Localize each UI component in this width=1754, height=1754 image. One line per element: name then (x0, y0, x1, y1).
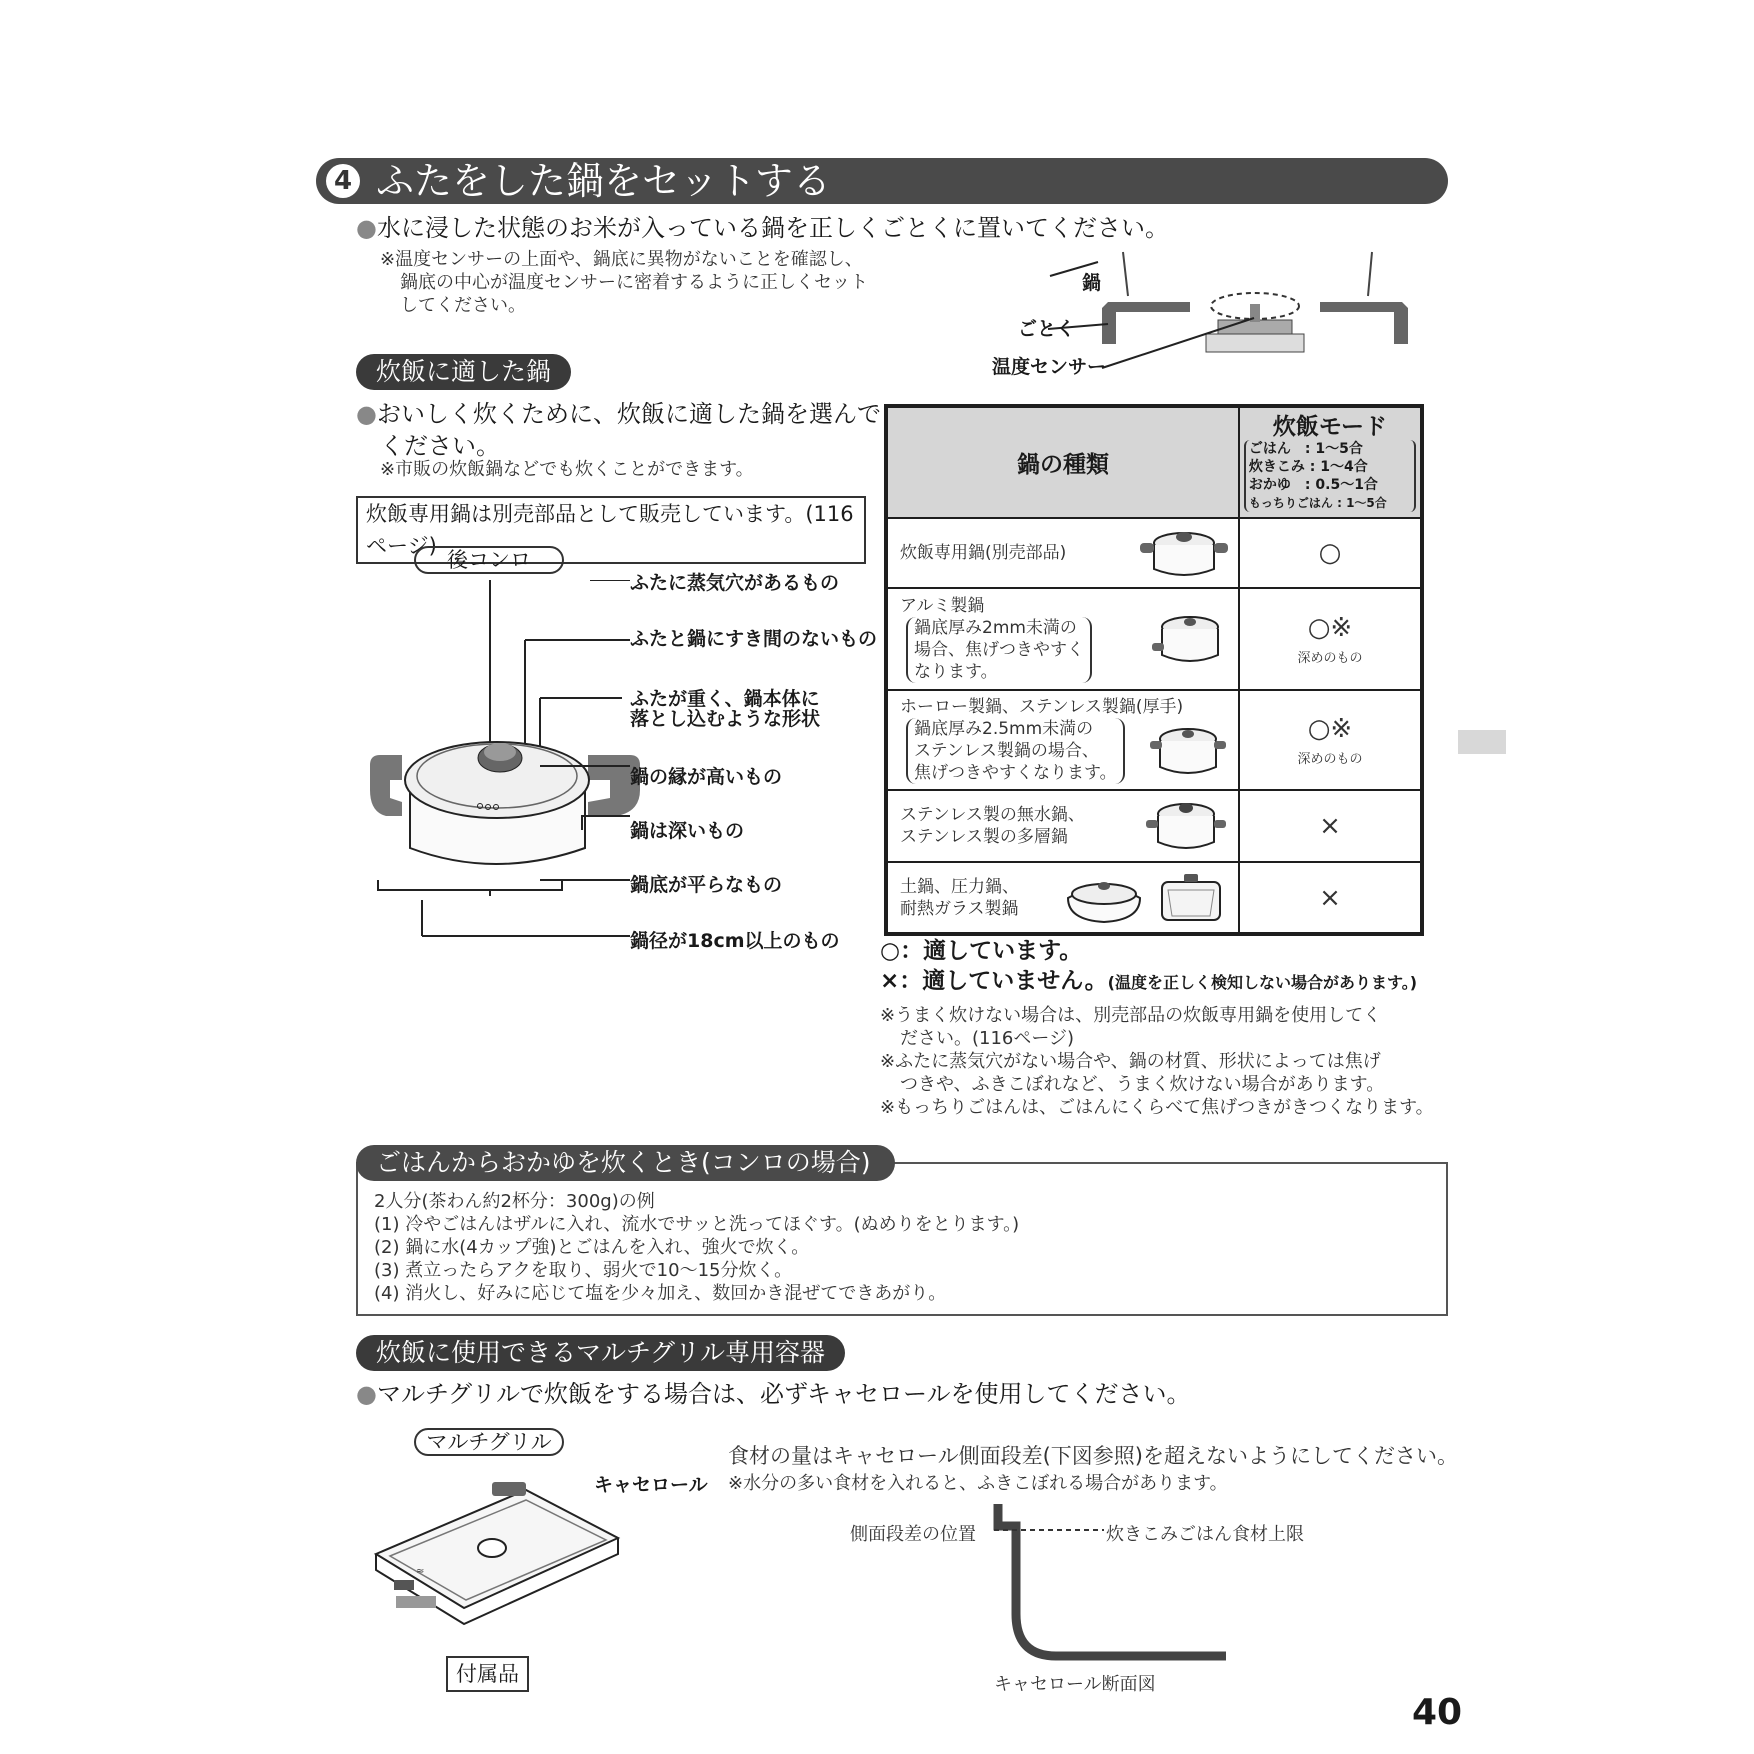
brand-mark-text: ≈ (416, 1566, 425, 1577)
casserole-label: キャセロール (594, 1474, 708, 1496)
label-trivet: ごとく (1018, 318, 1076, 340)
table-row (886, 588, 1422, 690)
multigrill-label: マルチグリル (414, 1428, 564, 1456)
table-header-type: 鍋の種類 (886, 406, 1239, 518)
row-line: 炊飯専用鍋(別売部品) (900, 543, 1067, 563)
row-mark (1239, 588, 1422, 690)
row-line: アルミ製鍋 (900, 596, 985, 616)
mark-symbol: ○※ (1307, 612, 1353, 643)
mark-symbol: × (1319, 882, 1341, 913)
suitable-note: ※市販の炊飯鍋などでも炊くことができます。 (380, 459, 754, 480)
suitable-bullet-line: おいしく炊くために、炊飯に適した鍋を選んで (376, 400, 881, 428)
suitable-bullet (356, 398, 881, 462)
section-number: 4 (326, 164, 360, 198)
kayu-line: (4) 消火し、好みに応じて塩を少々加え、数回かき混ぜてできあがり。 (374, 1283, 947, 1304)
grill-heading: 炊飯に使用できるマルチグリル専用容器 (356, 1335, 845, 1371)
kayu-line: (3) 煮立ったらアクを取り、弱火で10〜15分炊く。 (374, 1260, 793, 1281)
label-pot: 鍋 (1082, 272, 1102, 294)
grill-text: 食材の量はキャセロール側面段差(下図参照)を超えないようにしてください。 (728, 1444, 1458, 1468)
mark-symbol: ○※ (1307, 713, 1353, 744)
legend-ng-note: (温度を正しく検知しない場合があります。) (1107, 973, 1418, 992)
intro-bullet (356, 212, 1169, 244)
table-row (886, 690, 1422, 790)
footnote-line: つきや、ふきこぼれなど、うまく炊けない場合があります。 (900, 1074, 1385, 1095)
mode-item: 炊きこみ : 1〜4合 (1248, 458, 1368, 475)
aluminum-pot-icon (1150, 609, 1226, 669)
mark-note: 深めのもの (1297, 751, 1363, 767)
mode-item: もっちりごはん : 1〜5合 (1248, 495, 1387, 510)
mode-item: おかゆ : 0.5〜1合 (1248, 476, 1378, 493)
part-no-gap: ふたと鍋にすき間のないもの (630, 628, 878, 650)
section-title: ふたをした鍋をセットする (376, 159, 831, 203)
rice-pot-icon (1136, 523, 1232, 583)
table-row (886, 862, 1422, 934)
label-sensor: 温度センサー (992, 356, 1107, 378)
grill-bullet-text: マルチグリルで炊飯をする場合は、必ずキャセロールを使用してください。 (376, 1380, 1191, 1408)
kayu-title: ごはんからおかゆを炊くとき(コンロの場合) (356, 1145, 895, 1181)
intro-note-line: してください。 (400, 295, 526, 316)
enamel-pot-icon (1150, 721, 1226, 781)
table-header-mode (1239, 406, 1422, 518)
kayu-line: (1) 冷やごはんはザルに入れ、流水でサッと洗ってほぐす。(ぬめりをとります。) (374, 1214, 1020, 1235)
page-number: 40 (1412, 1692, 1463, 1733)
kayu-line: (2) 鍋に水(4カップ強)とごはんを入れ、強火で炊く。 (374, 1237, 810, 1258)
bullet-dot: ● (356, 400, 377, 428)
part-steam-hole: ふたに蒸気穴があるもの (630, 572, 840, 594)
legend-ng-text: ×：適していません。 (880, 968, 1108, 994)
bullet-dot: ● (356, 214, 377, 242)
row-type (886, 862, 1239, 934)
sold-separately-box: 炊飯専用鍋は別売部品として販売しています。(116ページ) (356, 496, 866, 564)
row-mark (1239, 862, 1422, 934)
row-type (886, 790, 1239, 862)
legend-ok: ○：適しています。 (880, 938, 1083, 964)
row-type (886, 588, 1239, 690)
part-diameter: 鍋径が18cm以上のもの (630, 930, 840, 952)
row-line: 焦げつきやすくなります。 (914, 763, 1117, 783)
intro-note (380, 248, 868, 317)
part-deep: 鍋は深いもの (630, 820, 745, 842)
part-high-rim: 鍋の縁が高いもの (630, 766, 783, 788)
accessory-label: 付属品 (446, 1656, 529, 1692)
pot-type-table (884, 404, 1424, 936)
suitable-heading: 炊飯に適した鍋 (356, 354, 571, 390)
mode-item: ごはん : 1〜5合 (1248, 440, 1363, 457)
mark-note: 深めのもの (1297, 650, 1363, 666)
mode-list (1244, 440, 1416, 512)
row-line: ステンレス製の無水鍋、 (900, 805, 1085, 825)
pot-leader-lines (540, 580, 640, 950)
earthen-glass-pot-icon (1060, 868, 1230, 928)
intro-note-line: 鍋底の中心が温度センサーに密着するように正しくセット (400, 272, 868, 293)
part-flat-bottom: 鍋底が平らなもの (630, 874, 783, 896)
table-row (886, 790, 1422, 862)
row-mark (1239, 690, 1422, 790)
mark-symbol: × (1319, 811, 1341, 841)
part-heavy-lid-1: ふたが重く、鍋本体に (630, 688, 820, 710)
grill-bullet (356, 1378, 1191, 1410)
row-type (886, 518, 1239, 588)
mark-symbol: ○ (1318, 538, 1342, 568)
row-line: 鍋底厚み2.5mm未満の (914, 719, 1094, 739)
row-line: なります。 (914, 662, 998, 682)
row-mark (1239, 790, 1422, 862)
row-line: 耐熱ガラス製鍋 (900, 898, 1019, 919)
kayu-line: 2人分(茶わん約2杯分：300g)の例 (374, 1191, 655, 1212)
row-line: 鍋底厚み2mm未満の (914, 618, 1077, 638)
casserole-illustration (356, 1480, 636, 1630)
part-heavy-lid-2: 落とし込むような形状 (630, 708, 821, 730)
side-tab (1458, 730, 1506, 754)
sensor-diagram (990, 244, 1420, 374)
row-mark (1239, 518, 1422, 588)
intro-note-line: ※温度センサーの上面や、鍋底に異物がないことを確認し、 (380, 249, 863, 270)
intro-bullet-text: 水に浸した状態のお米が入っている鍋を正しくごとくに置いてください。 (376, 214, 1169, 242)
footnote-line: ださい。(116ページ) (900, 1028, 1075, 1049)
grill-note: ※水分の多い食材を入れると、ふきこぼれる場合があります。 (728, 1473, 1228, 1494)
kayu-steps (374, 1190, 1019, 1305)
footnotes (880, 1004, 1434, 1119)
suitable-bullet-line: ください。 (380, 432, 500, 460)
row-line: ステンレス製鍋の場合、 (914, 741, 1099, 761)
row-line: ホーロー製鍋、ステンレス製鍋(厚手) (900, 697, 1184, 717)
row-type (886, 690, 1239, 790)
footnote-line: ※ふたに蒸気穴がない場合や、鍋の材質、形状によっては焦げ (880, 1051, 1381, 1072)
bullet-dot: ● (356, 1380, 377, 1408)
row-line: 土鍋、圧力鍋、 (900, 876, 1019, 897)
footnote-line: ※うまく炊けない場合は、別売部品の炊飯専用鍋を使用してく (880, 1005, 1382, 1026)
footnote-line: ※もっちりごはんは、ごはんにくらべて焦げつきがきつくなります。 (880, 1097, 1434, 1118)
table-row (886, 518, 1422, 588)
mode-title: 炊飯モード (1272, 413, 1387, 440)
limit-label: 炊きこみごはん食材上限 (1106, 1524, 1304, 1545)
stainless-pot-icon (1144, 796, 1228, 856)
row-line: ステンレス製の多層鍋 (900, 827, 1068, 847)
step-position-label: 側面段差の位置 (850, 1524, 976, 1545)
section-diagram-caption: キャセロール断面図 (994, 1674, 1156, 1695)
section-header (316, 158, 1448, 204)
legend-ng (880, 966, 1417, 998)
row-line: 場合、焦げつきやすく (914, 640, 1084, 660)
rear-burner-label: 後コンロ (414, 546, 564, 574)
